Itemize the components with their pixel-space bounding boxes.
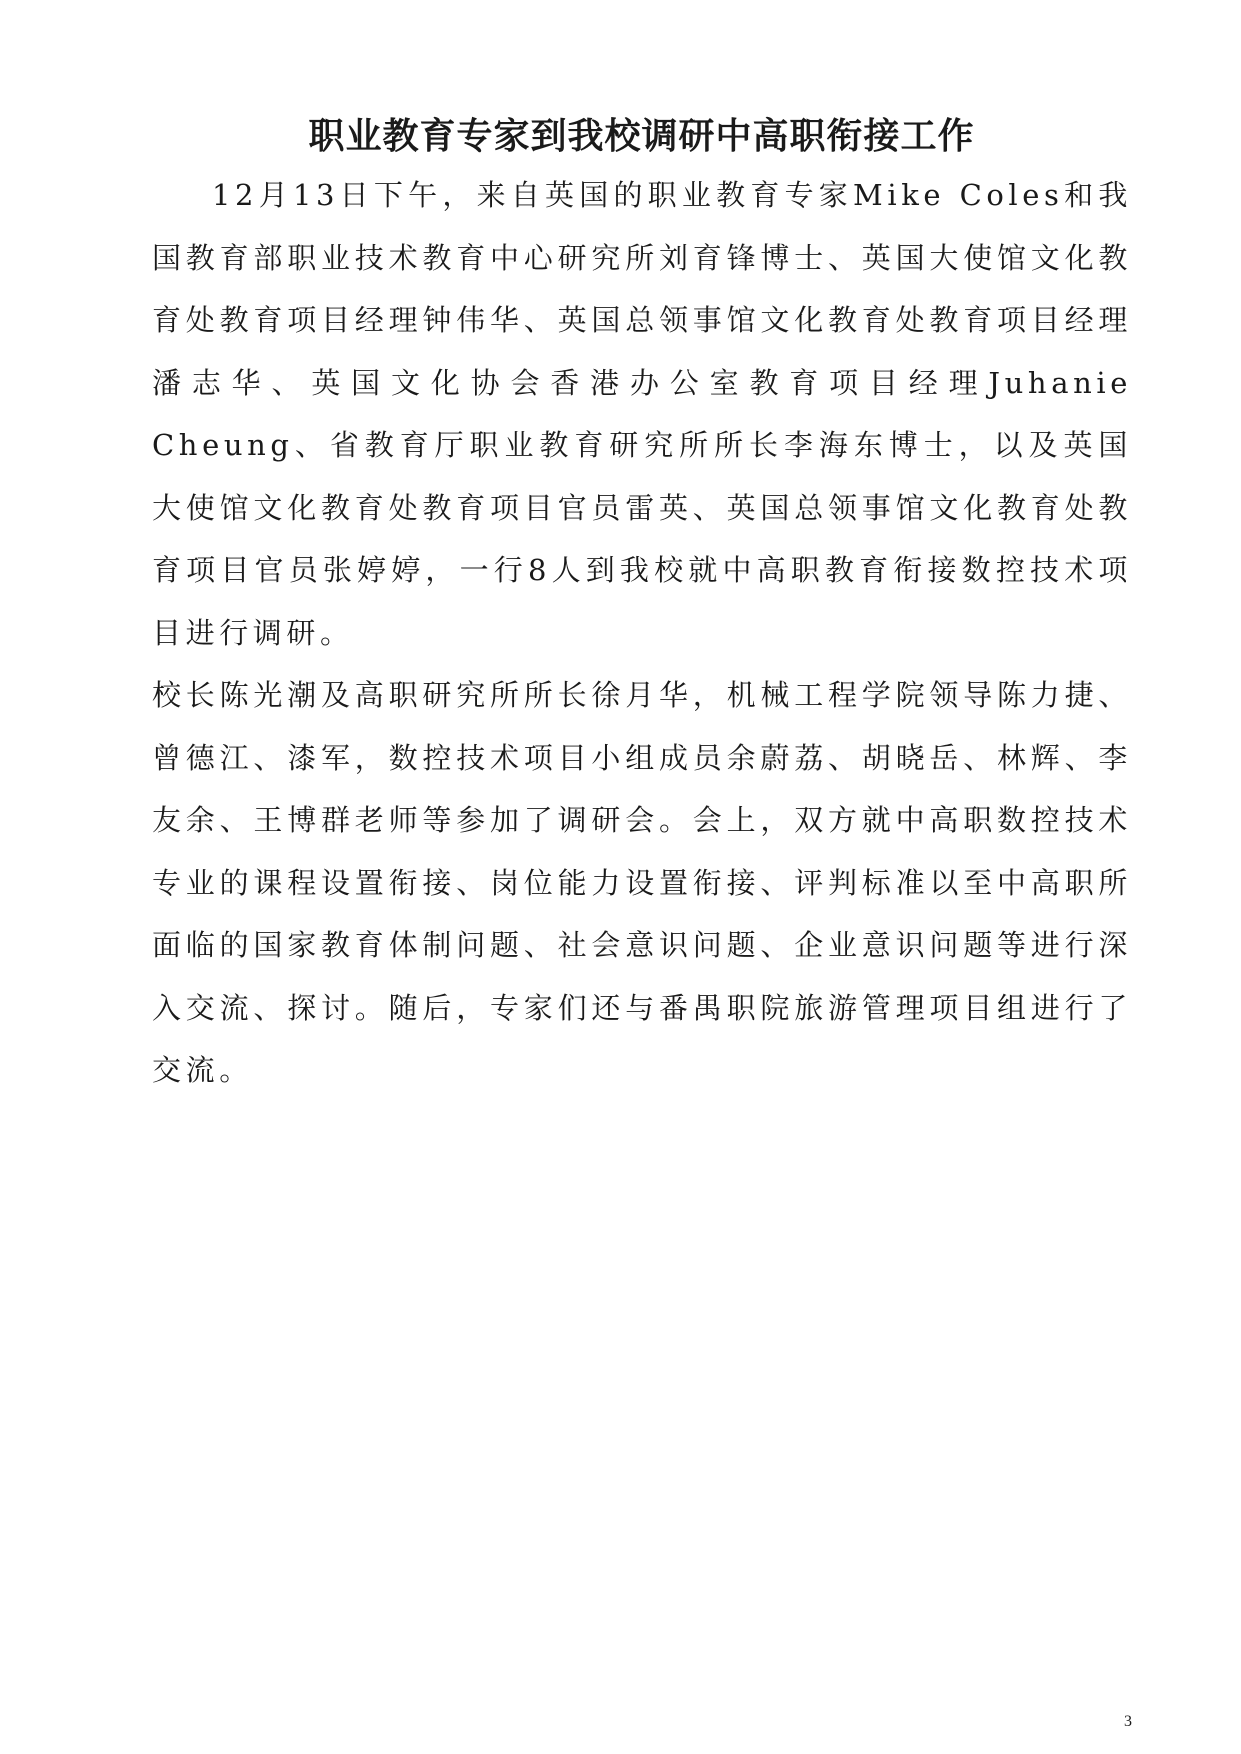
paragraph-meeting: 校长陈光潮及高职研究所所长徐月华，机械工程学院领导陈力捷、曾德江、漆军，数控技术项目小组成员余蔚荔、胡晓岳、林辉、李友余、王博群老师等参加了调研会。会上，双方就中高职数控技术专业的课程设置衔接、岗位能力设置衔接、评判标准以至中高职所面临的国家教育体制问题、社会意识问题、企业意识问题等进行深入交流、探讨。随后，专家们还与番禺职院旅游管理项目组进行了交流。 <box>152 678 1132 1087</box>
page-number: 3 <box>1124 1713 1132 1730</box>
document-title: 职业教育专家到我校调研中高职衔接工作 <box>308 115 975 157</box>
paragraph-visit: 12月13日下午，来自英国的职业教育专家Mike Coles和我国教育部职业技术教育中心研究所刘育锋博士、英国大使馆文化教育处教育项目经理钟伟华、英国总领事馆文化教育处教育项目经理潘志华、英国文化协会香港办公室教育项目经理Juhanie Cheung、省教育厅职业教育研究所所长李海东博士，以及英国大使馆文化教育处教育项目官员雷英、英国总领事馆文化教育处教育项目官员张婷婷，一行8人到我校就中高职教育衔接数控技术项目进行调研。 <box>152 178 1146 650</box>
document-body <box>152 164 1146 1102</box>
